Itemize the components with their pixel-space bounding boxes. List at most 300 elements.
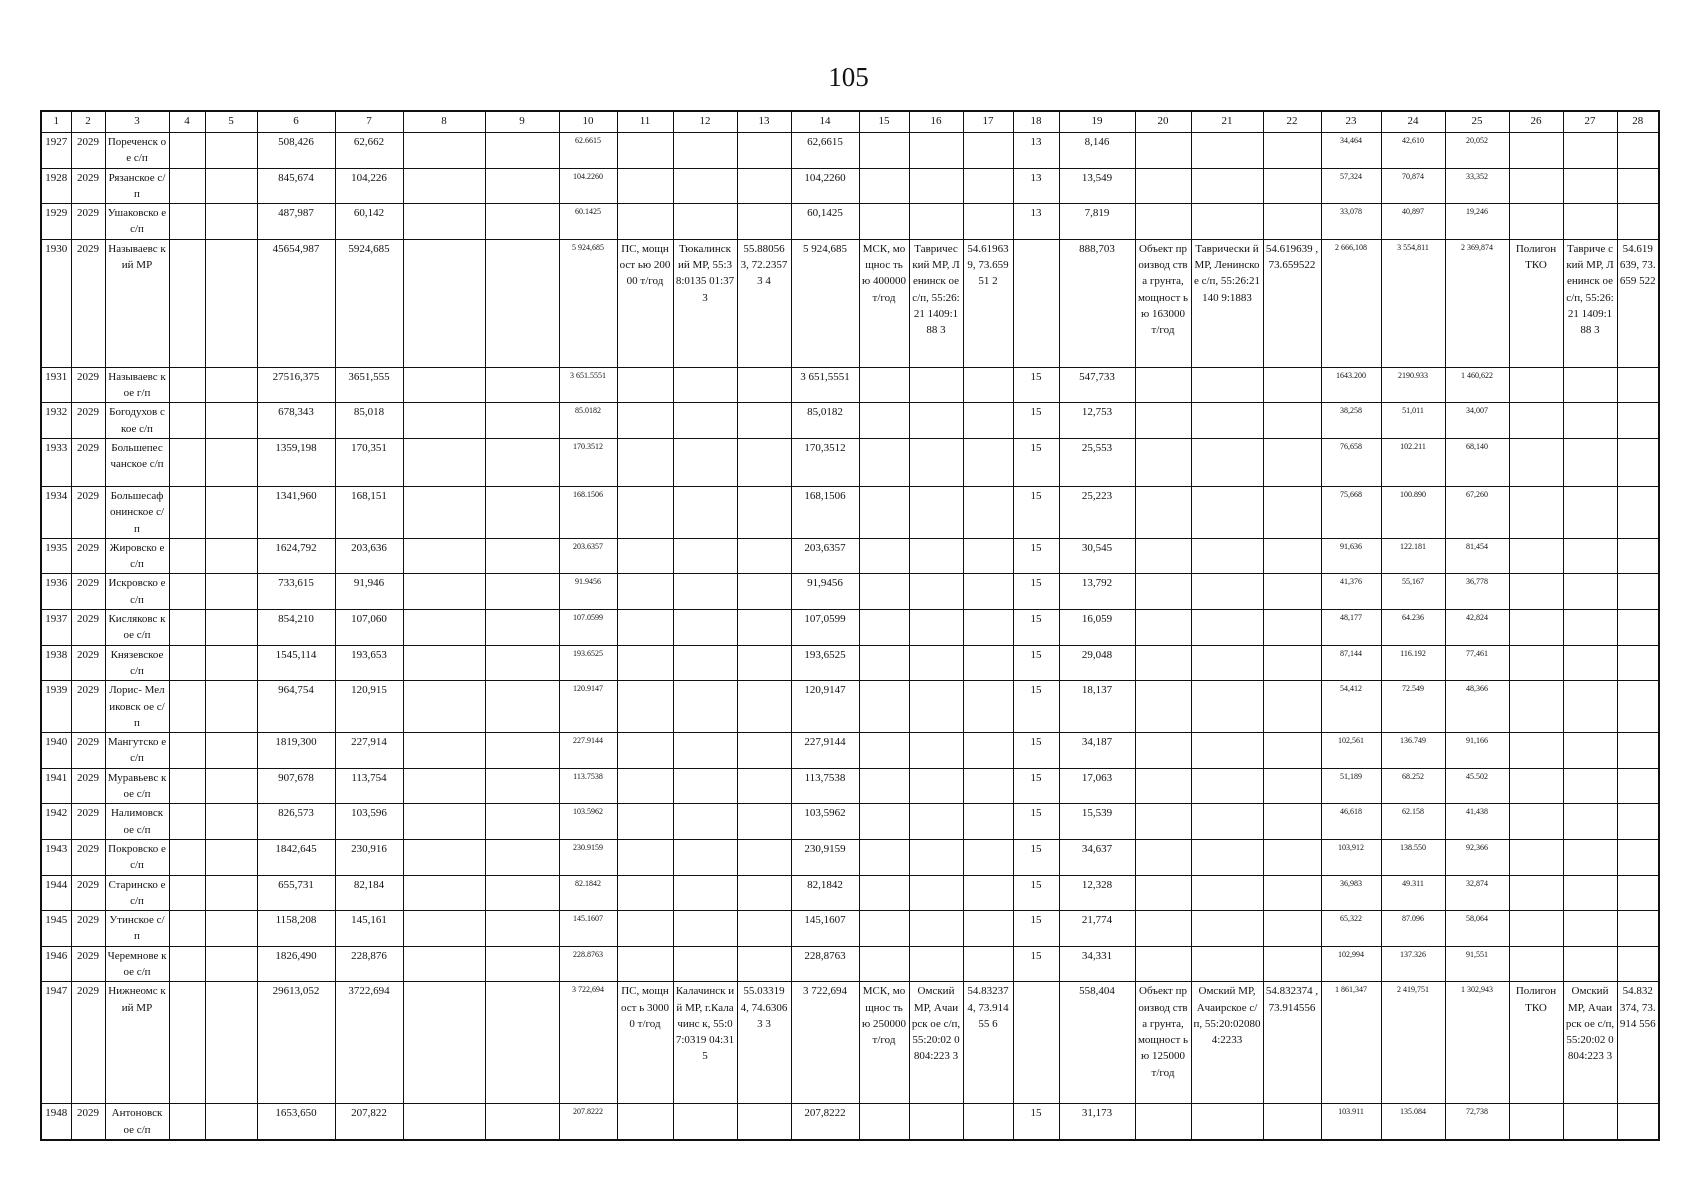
table-cell-col-16 bbox=[909, 168, 963, 204]
table-cell-col-9 bbox=[485, 839, 559, 875]
table-cell-col-24: 102.211 bbox=[1381, 438, 1445, 486]
table-cell-col-18: 15 bbox=[1013, 574, 1059, 610]
table-cell-col-22 bbox=[1263, 610, 1321, 646]
table-cell-col-20 bbox=[1135, 133, 1191, 169]
table-cell-col-20 bbox=[1135, 574, 1191, 610]
table-cell-col-10: 120.9147 bbox=[559, 681, 617, 733]
table-cell-col-2: 2029 bbox=[71, 204, 105, 240]
table-cell-col-3: Ушаковско е с/п bbox=[105, 204, 169, 240]
table-cell-col-5 bbox=[205, 486, 257, 538]
table-cell-col-21 bbox=[1191, 574, 1263, 610]
table-cell-col-14: 227,9144 bbox=[791, 733, 859, 769]
table-cell-col-16 bbox=[909, 839, 963, 875]
table-cell-col-15: МСК, мощнос тью 400000 т/год bbox=[859, 239, 909, 367]
table-cell-col-7: 120,915 bbox=[335, 681, 403, 733]
table-cell-col-12 bbox=[673, 574, 737, 610]
table-cell-col-28 bbox=[1617, 574, 1659, 610]
table-cell-col-4 bbox=[169, 574, 205, 610]
table-cell-col-13 bbox=[737, 768, 791, 804]
table-cell-col-9 bbox=[485, 610, 559, 646]
table-cell-col-14: 107,0599 bbox=[791, 610, 859, 646]
table-cell-col-1: 1942 bbox=[41, 804, 71, 840]
page-number: 105 bbox=[828, 62, 869, 92]
table-cell-col-23: 46,618 bbox=[1321, 804, 1381, 840]
column-header-4: 4 bbox=[169, 111, 205, 133]
table-cell-col-13 bbox=[737, 804, 791, 840]
table-cell-col-13 bbox=[737, 133, 791, 169]
table-cell-col-16 bbox=[909, 875, 963, 911]
table-cell-col-24: 55,167 bbox=[1381, 574, 1445, 610]
table-cell-col-14: 85,0182 bbox=[791, 403, 859, 439]
table-cell-col-2: 2029 bbox=[71, 946, 105, 982]
table-cell-col-25: 81,454 bbox=[1445, 538, 1509, 574]
column-header-9: 9 bbox=[485, 111, 559, 133]
table-cell-col-26 bbox=[1509, 403, 1563, 439]
table-cell-col-22 bbox=[1263, 367, 1321, 403]
table-cell-col-27 bbox=[1563, 538, 1617, 574]
table-cell-col-21 bbox=[1191, 839, 1263, 875]
table-cell-col-14: 3 651,5551 bbox=[791, 367, 859, 403]
table-cell-col-20 bbox=[1135, 911, 1191, 947]
table-cell-col-6: 678,343 bbox=[257, 403, 335, 439]
table-cell-col-1: 1940 bbox=[41, 733, 71, 769]
table-cell-col-23: 1643.200 bbox=[1321, 367, 1381, 403]
table-cell-col-14: 91,9456 bbox=[791, 574, 859, 610]
table-cell-col-20 bbox=[1135, 733, 1191, 769]
table-row bbox=[41, 610, 1659, 646]
table-cell-col-16 bbox=[909, 804, 963, 840]
table-cell-col-20 bbox=[1135, 438, 1191, 486]
table-cell-col-28 bbox=[1617, 168, 1659, 204]
column-header-14: 14 bbox=[791, 111, 859, 133]
table-cell-col-24: 51,011 bbox=[1381, 403, 1445, 439]
table-cell-col-25: 33,352 bbox=[1445, 168, 1509, 204]
table-cell-col-13 bbox=[737, 875, 791, 911]
table-cell-col-14: 145,1607 bbox=[791, 911, 859, 947]
table-cell-col-15 bbox=[859, 1104, 909, 1140]
table-cell-col-3: Пореченск ое с/п bbox=[105, 133, 169, 169]
table-cell-col-16 bbox=[909, 681, 963, 733]
table-cell-col-27 bbox=[1563, 133, 1617, 169]
table-cell-col-11: ПС, мощност ью 20000 т/год bbox=[617, 239, 673, 367]
table-cell-col-18 bbox=[1013, 982, 1059, 1104]
table-cell-col-28 bbox=[1617, 610, 1659, 646]
column-header-7: 7 bbox=[335, 111, 403, 133]
table-cell-col-1: 1930 bbox=[41, 239, 71, 367]
table-cell-col-13 bbox=[737, 168, 791, 204]
table-cell-col-3: Князевское с/п bbox=[105, 645, 169, 681]
table-cell-col-13 bbox=[737, 839, 791, 875]
table-cell-col-12 bbox=[673, 133, 737, 169]
table-cell-col-24: 136.749 bbox=[1381, 733, 1445, 769]
table-cell-col-12 bbox=[673, 681, 737, 733]
table-cell-col-3: Нижнеомс кий МР bbox=[105, 982, 169, 1104]
table-cell-col-15 bbox=[859, 911, 909, 947]
table-cell-col-23: 41,376 bbox=[1321, 574, 1381, 610]
table-cell-col-22 bbox=[1263, 403, 1321, 439]
table-cell-col-26 bbox=[1509, 875, 1563, 911]
table-cell-col-9 bbox=[485, 946, 559, 982]
table-cell-col-10: 82.1842 bbox=[559, 875, 617, 911]
table-cell-col-25: 92,366 bbox=[1445, 839, 1509, 875]
table-cell-col-18: 13 bbox=[1013, 204, 1059, 240]
table-cell-col-7: 228,876 bbox=[335, 946, 403, 982]
table-cell-col-7: 103,596 bbox=[335, 804, 403, 840]
table-cell-col-1: 1935 bbox=[41, 538, 71, 574]
table-cell-col-3: Искровско е с/п bbox=[105, 574, 169, 610]
table-cell-col-4 bbox=[169, 804, 205, 840]
table-cell-col-22 bbox=[1263, 946, 1321, 982]
column-header-18: 18 bbox=[1013, 111, 1059, 133]
table-cell-col-4 bbox=[169, 645, 205, 681]
column-header-2: 2 bbox=[71, 111, 105, 133]
table-cell-col-18: 15 bbox=[1013, 733, 1059, 769]
table-cell-col-1: 1931 bbox=[41, 367, 71, 403]
table-cell-col-7: 5924,685 bbox=[335, 239, 403, 367]
table-cell-col-17 bbox=[963, 733, 1013, 769]
table-cell-col-28 bbox=[1617, 204, 1659, 240]
column-header-21: 21 bbox=[1191, 111, 1263, 133]
table-cell-col-2: 2029 bbox=[71, 911, 105, 947]
column-header-25: 25 bbox=[1445, 111, 1509, 133]
table-cell-col-4 bbox=[169, 204, 205, 240]
table-cell-col-7: 62,662 bbox=[335, 133, 403, 169]
table-cell-col-24: 2 419,751 bbox=[1381, 982, 1445, 1104]
table-cell-col-15 bbox=[859, 133, 909, 169]
column-header-27: 27 bbox=[1563, 111, 1617, 133]
table-cell-col-21 bbox=[1191, 367, 1263, 403]
table-cell-col-15: МСК, мощнос тью 250000 т/год bbox=[859, 982, 909, 1104]
table-cell-col-1: 1941 bbox=[41, 768, 71, 804]
table-cell-col-25: 32,874 bbox=[1445, 875, 1509, 911]
column-header-12: 12 bbox=[673, 111, 737, 133]
table-cell-col-21: Таврически й МР, Ленинское с/п, 55:26:21140 9:1883 bbox=[1191, 239, 1263, 367]
table-cell-col-26 bbox=[1509, 1104, 1563, 1140]
table-cell-col-10: 62.6615 bbox=[559, 133, 617, 169]
table-cell-col-20 bbox=[1135, 486, 1191, 538]
table-cell-col-24: 100.890 bbox=[1381, 486, 1445, 538]
table-cell-col-18: 15 bbox=[1013, 645, 1059, 681]
table-cell-col-11 bbox=[617, 574, 673, 610]
table-cell-col-17 bbox=[963, 367, 1013, 403]
table-cell-col-13 bbox=[737, 574, 791, 610]
table-cell-col-9 bbox=[485, 681, 559, 733]
table-cell-col-19: 31,173 bbox=[1059, 1104, 1135, 1140]
table-cell-col-19: 547,733 bbox=[1059, 367, 1135, 403]
table-cell-col-5 bbox=[205, 839, 257, 875]
table-cell-col-13 bbox=[737, 1104, 791, 1140]
table-cell-col-9 bbox=[485, 804, 559, 840]
table-cell-col-9 bbox=[485, 168, 559, 204]
table-cell-col-19: 34,187 bbox=[1059, 733, 1135, 769]
table-cell-col-6: 1624,792 bbox=[257, 538, 335, 574]
table-cell-col-10: 60.1425 bbox=[559, 204, 617, 240]
table-cell-col-1: 1944 bbox=[41, 875, 71, 911]
table-cell-col-22 bbox=[1263, 168, 1321, 204]
table-cell-col-12 bbox=[673, 768, 737, 804]
table-cell-col-1: 1943 bbox=[41, 839, 71, 875]
table-cell-col-28 bbox=[1617, 538, 1659, 574]
table-cell-col-20 bbox=[1135, 681, 1191, 733]
table-cell-col-6: 508,426 bbox=[257, 133, 335, 169]
table-cell-col-11 bbox=[617, 610, 673, 646]
table-cell-col-27 bbox=[1563, 610, 1617, 646]
column-header-24: 24 bbox=[1381, 111, 1445, 133]
table-cell-col-24: 68.252 bbox=[1381, 768, 1445, 804]
table-cell-col-2: 2029 bbox=[71, 681, 105, 733]
table-cell-col-19: 15,539 bbox=[1059, 804, 1135, 840]
table-cell-col-20 bbox=[1135, 367, 1191, 403]
table-cell-col-24: 135.084 bbox=[1381, 1104, 1445, 1140]
table-cell-col-13: 55.88056 3, 72.23573 4 bbox=[737, 239, 791, 367]
table-cell-col-6: 487,987 bbox=[257, 204, 335, 240]
table-cell-col-11 bbox=[617, 438, 673, 486]
table-cell-col-5 bbox=[205, 911, 257, 947]
table-cell-col-4 bbox=[169, 911, 205, 947]
table-cell-col-9 bbox=[485, 538, 559, 574]
table-cell-col-13 bbox=[737, 204, 791, 240]
table-cell-col-24: 122.181 bbox=[1381, 538, 1445, 574]
table-cell-col-21 bbox=[1191, 610, 1263, 646]
table-cell-col-28 bbox=[1617, 681, 1659, 733]
table-cell-col-12 bbox=[673, 839, 737, 875]
table-cell-col-16 bbox=[909, 768, 963, 804]
table-cell-col-15 bbox=[859, 839, 909, 875]
table-cell-col-1: 1939 bbox=[41, 681, 71, 733]
table-cell-col-7: 230,916 bbox=[335, 839, 403, 875]
table-cell-col-13 bbox=[737, 681, 791, 733]
table-cell-col-24: 138.550 bbox=[1381, 839, 1445, 875]
table-cell-col-19: 18,137 bbox=[1059, 681, 1135, 733]
table-cell-col-15 bbox=[859, 574, 909, 610]
table-cell-col-18 bbox=[1013, 239, 1059, 367]
table-cell-col-3: Старинско е с/п bbox=[105, 875, 169, 911]
table-cell-col-16 bbox=[909, 911, 963, 947]
column-header-20: 20 bbox=[1135, 111, 1191, 133]
table-cell-col-14: 170,3512 bbox=[791, 438, 859, 486]
table-cell-col-1: 1945 bbox=[41, 911, 71, 947]
table-cell-col-9 bbox=[485, 133, 559, 169]
table-cell-col-20 bbox=[1135, 839, 1191, 875]
column-header-22: 22 bbox=[1263, 111, 1321, 133]
table-cell-col-9 bbox=[485, 204, 559, 240]
table-cell-col-10: 227.9144 bbox=[559, 733, 617, 769]
table-cell-col-9 bbox=[485, 1104, 559, 1140]
table-cell-col-5 bbox=[205, 768, 257, 804]
table-cell-col-7: 145,161 bbox=[335, 911, 403, 947]
table-cell-col-11 bbox=[617, 946, 673, 982]
table-cell-col-13 bbox=[737, 438, 791, 486]
table-cell-col-11 bbox=[617, 204, 673, 240]
table-cell-col-1: 1932 bbox=[41, 403, 71, 439]
table-cell-col-1: 1933 bbox=[41, 438, 71, 486]
table-cell-col-11 bbox=[617, 645, 673, 681]
table-cell-col-23: 51,189 bbox=[1321, 768, 1381, 804]
table-cell-col-25: 1 302,943 bbox=[1445, 982, 1509, 1104]
table-cell-col-8 bbox=[403, 839, 485, 875]
table-cell-col-19: 29,048 bbox=[1059, 645, 1135, 681]
table-cell-col-17 bbox=[963, 875, 1013, 911]
table-cell-col-14: 113,7538 bbox=[791, 768, 859, 804]
table-cell-col-27 bbox=[1563, 574, 1617, 610]
table-cell-col-8 bbox=[403, 574, 485, 610]
table-cell-col-17 bbox=[963, 486, 1013, 538]
table-cell-col-1: 1946 bbox=[41, 946, 71, 982]
table-cell-col-23: 76,658 bbox=[1321, 438, 1381, 486]
column-header-17: 17 bbox=[963, 111, 1013, 133]
table-cell-col-22 bbox=[1263, 875, 1321, 911]
table-cell-col-6: 655,731 bbox=[257, 875, 335, 911]
table-cell-col-4 bbox=[169, 403, 205, 439]
table-cell-col-26 bbox=[1509, 367, 1563, 403]
table-cell-col-17 bbox=[963, 1104, 1013, 1140]
table-cell-col-5 bbox=[205, 204, 257, 240]
table-cell-col-3: Утинское с/п bbox=[105, 911, 169, 947]
table-cell-col-6: 964,754 bbox=[257, 681, 335, 733]
table-cell-col-14: 228,8763 bbox=[791, 946, 859, 982]
table-cell-col-4 bbox=[169, 768, 205, 804]
table-cell-col-26: Полигон ТКО bbox=[1509, 239, 1563, 367]
table-cell-col-6: 45654,987 bbox=[257, 239, 335, 367]
table-cell-col-28 bbox=[1617, 911, 1659, 947]
table-cell-col-5 bbox=[205, 610, 257, 646]
table-cell-col-13 bbox=[737, 538, 791, 574]
table-cell-col-27 bbox=[1563, 911, 1617, 947]
table-cell-col-11 bbox=[617, 538, 673, 574]
table-cell-col-19: 13,792 bbox=[1059, 574, 1135, 610]
table-cell-col-15 bbox=[859, 610, 909, 646]
table-cell-col-21 bbox=[1191, 645, 1263, 681]
table-cell-col-15 bbox=[859, 946, 909, 982]
table-row bbox=[41, 839, 1659, 875]
table-cell-col-14: 60,1425 bbox=[791, 204, 859, 240]
table-cell-col-26 bbox=[1509, 768, 1563, 804]
table-cell-col-6: 907,678 bbox=[257, 768, 335, 804]
table-cell-col-3: Муравьевс кое с/п bbox=[105, 768, 169, 804]
table-cell-col-10: 5 924,685 bbox=[559, 239, 617, 367]
table-cell-col-23: 103,912 bbox=[1321, 839, 1381, 875]
table-cell-col-16 bbox=[909, 133, 963, 169]
table-cell-col-22 bbox=[1263, 486, 1321, 538]
table-cell-col-21 bbox=[1191, 1104, 1263, 1140]
table-cell-col-24: 72.549 bbox=[1381, 681, 1445, 733]
table-cell-col-17 bbox=[963, 574, 1013, 610]
table-cell-col-21 bbox=[1191, 168, 1263, 204]
table-cell-col-27 bbox=[1563, 804, 1617, 840]
table-cell-col-4 bbox=[169, 610, 205, 646]
table-cell-col-10: 203.6357 bbox=[559, 538, 617, 574]
table-cell-col-24: 116.192 bbox=[1381, 645, 1445, 681]
table-cell-col-1: 1929 bbox=[41, 204, 71, 240]
table-cell-col-6: 1158,208 bbox=[257, 911, 335, 947]
table-cell-col-25: 36,778 bbox=[1445, 574, 1509, 610]
table-cell-col-5 bbox=[205, 804, 257, 840]
table-cell-col-10: 207.8222 bbox=[559, 1104, 617, 1140]
table-cell-col-16 bbox=[909, 733, 963, 769]
table-cell-col-3: Богодухов ское с/п bbox=[105, 403, 169, 439]
table-cell-col-22 bbox=[1263, 438, 1321, 486]
table-cell-col-2: 2029 bbox=[71, 403, 105, 439]
table-cell-col-12: Калачинск ий МР, г.Калачинс к, 55:07:0319 04:315 bbox=[673, 982, 737, 1104]
table-cell-col-23: 102,994 bbox=[1321, 946, 1381, 982]
table-cell-col-17 bbox=[963, 645, 1013, 681]
table-cell-col-5 bbox=[205, 574, 257, 610]
table-cell-col-22 bbox=[1263, 681, 1321, 733]
table-cell-col-10: 91.9456 bbox=[559, 574, 617, 610]
table-cell-col-23: 91,636 bbox=[1321, 538, 1381, 574]
table-cell-col-13: 55.03319 4, 74.63063 3 bbox=[737, 982, 791, 1104]
table-cell-col-22 bbox=[1263, 645, 1321, 681]
table-cell-col-8 bbox=[403, 367, 485, 403]
table-cell-col-6: 1842,645 bbox=[257, 839, 335, 875]
table-cell-col-21 bbox=[1191, 403, 1263, 439]
table-cell-col-15 bbox=[859, 486, 909, 538]
table-cell-col-24: 40,897 bbox=[1381, 204, 1445, 240]
table-cell-col-18: 15 bbox=[1013, 839, 1059, 875]
table-cell-col-17 bbox=[963, 839, 1013, 875]
table-cell-col-27 bbox=[1563, 681, 1617, 733]
table-cell-col-2: 2029 bbox=[71, 486, 105, 538]
table-cell-col-14: 62,6615 bbox=[791, 133, 859, 169]
table-cell-col-23: 65,322 bbox=[1321, 911, 1381, 947]
table-cell-col-2: 2029 bbox=[71, 804, 105, 840]
table-cell-col-3: Антоновск ое с/п bbox=[105, 1104, 169, 1140]
table-cell-col-11 bbox=[617, 486, 673, 538]
table-cell-col-22 bbox=[1263, 911, 1321, 947]
table-cell-col-6: 826,573 bbox=[257, 804, 335, 840]
table-cell-col-20 bbox=[1135, 645, 1191, 681]
table-cell-col-25: 42,824 bbox=[1445, 610, 1509, 646]
table-cell-col-21 bbox=[1191, 804, 1263, 840]
table-cell-col-27 bbox=[1563, 367, 1617, 403]
table-cell-col-28 bbox=[1617, 946, 1659, 982]
table-cell-col-15 bbox=[859, 538, 909, 574]
table-cell-col-2: 2029 bbox=[71, 438, 105, 486]
table-cell-col-4 bbox=[169, 133, 205, 169]
table-cell-col-3: Большепес чанское с/п bbox=[105, 438, 169, 486]
table-cell-col-11 bbox=[617, 804, 673, 840]
table-cell-col-22 bbox=[1263, 839, 1321, 875]
table-cell-col-14: 168,1506 bbox=[791, 486, 859, 538]
table-cell-col-23: 102,561 bbox=[1321, 733, 1381, 769]
table-cell-col-11 bbox=[617, 403, 673, 439]
table-cell-col-9 bbox=[485, 438, 559, 486]
table-cell-col-20 bbox=[1135, 946, 1191, 982]
table-cell-col-2: 2029 bbox=[71, 574, 105, 610]
table-cell-col-26 bbox=[1509, 733, 1563, 769]
table-cell-col-18: 13 bbox=[1013, 133, 1059, 169]
table-cell-col-3: Налимовск ое с/п bbox=[105, 804, 169, 840]
table-cell-col-7: 104,226 bbox=[335, 168, 403, 204]
table-cell-col-19: 25,223 bbox=[1059, 486, 1135, 538]
table-cell-col-27 bbox=[1563, 204, 1617, 240]
table-cell-col-13 bbox=[737, 486, 791, 538]
table-cell-col-12 bbox=[673, 1104, 737, 1140]
table-cell-col-5 bbox=[205, 168, 257, 204]
table-cell-col-2: 2029 bbox=[71, 367, 105, 403]
table-cell-col-2: 2029 bbox=[71, 645, 105, 681]
table-cell-col-7: 60,142 bbox=[335, 204, 403, 240]
table-cell-col-7: 82,184 bbox=[335, 875, 403, 911]
table-cell-col-12 bbox=[673, 367, 737, 403]
table-cell-col-24: 49.311 bbox=[1381, 875, 1445, 911]
table-cell-col-16 bbox=[909, 367, 963, 403]
table-cell-col-20: Объект производ ства грунта, мощност ью 125000 т/год bbox=[1135, 982, 1191, 1104]
table-cell-col-28 bbox=[1617, 133, 1659, 169]
table-row bbox=[41, 645, 1659, 681]
table-cell-col-11 bbox=[617, 681, 673, 733]
table-cell-col-2: 2029 bbox=[71, 610, 105, 646]
